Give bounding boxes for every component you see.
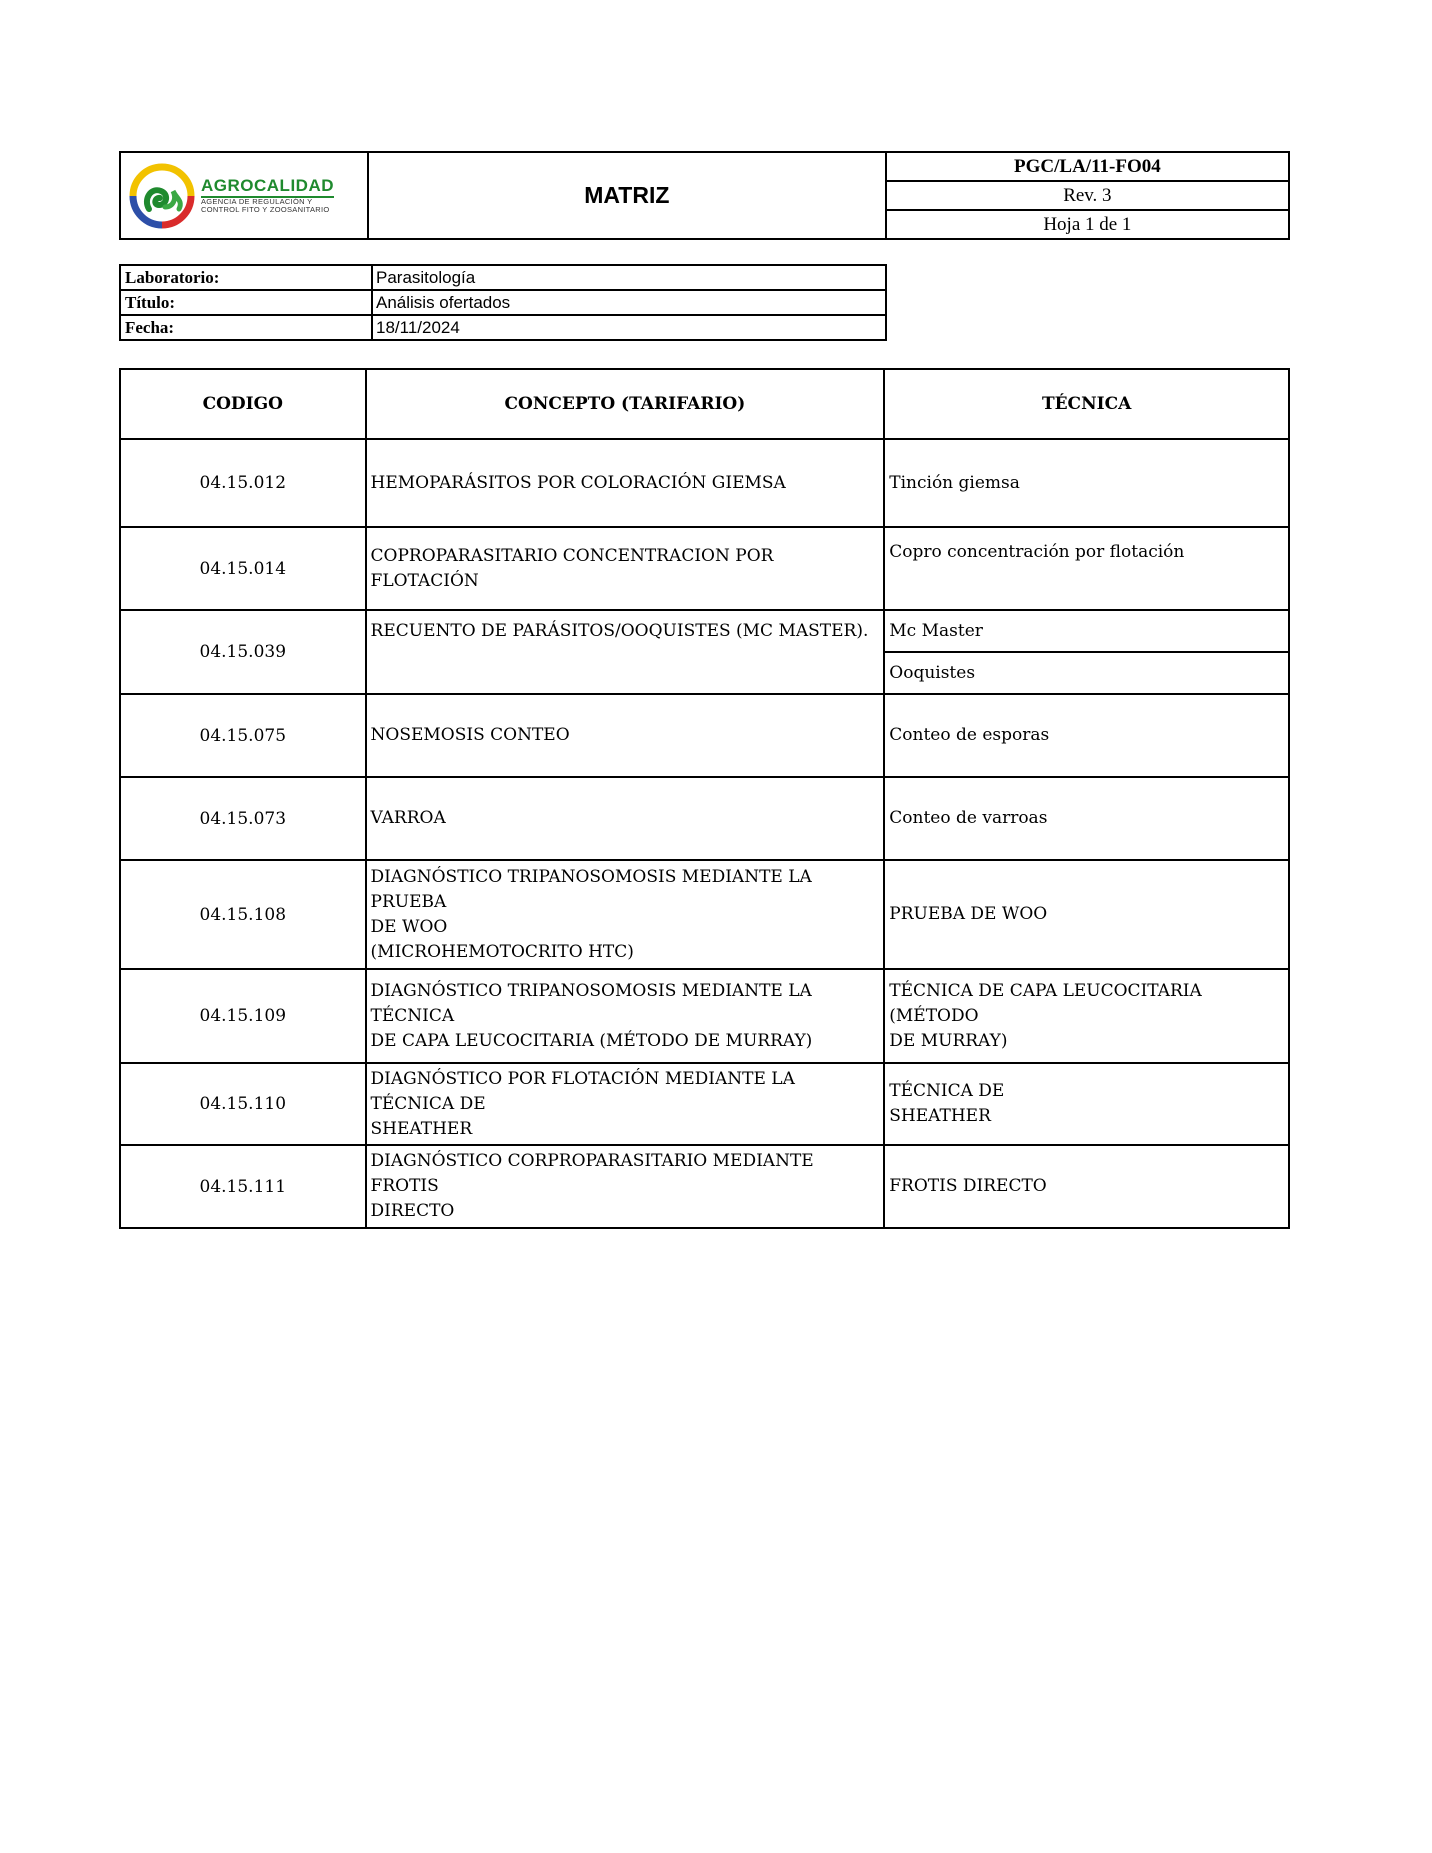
agrocalidad-emblem-icon xyxy=(129,163,195,229)
concept-line: DIAGNÓSTICO POR FLOTACIÓN MEDIANTE LA TÉCNICA DE xyxy=(370,1068,795,1114)
row-technique: Conteo de varroas xyxy=(884,777,1289,860)
row-technique: Tinción giemsa xyxy=(884,439,1289,527)
row-technique-a: Mc Master xyxy=(884,610,1289,652)
info-table xyxy=(119,264,887,341)
row-concept xyxy=(366,1145,885,1228)
column-header-technique: TÉCNICA xyxy=(884,369,1289,439)
table-row xyxy=(120,527,1289,610)
agrocalidad-logo xyxy=(121,153,367,238)
row-technique: Conteo de esporas xyxy=(884,694,1289,777)
document-code: PGC/LA/11-FO04 xyxy=(886,152,1289,181)
row-concept: VARROA xyxy=(366,777,885,860)
row-technique: Copro concentración por flotación xyxy=(884,527,1289,610)
table-row xyxy=(120,1063,1289,1145)
row-code: 04.15.111 xyxy=(120,1145,366,1228)
concept-line: DE WOO xyxy=(370,916,448,937)
table-row xyxy=(120,1145,1289,1228)
table-row xyxy=(120,777,1289,860)
logo-subtitle-line2: CONTROL FITO Y ZOOSANITARIO xyxy=(201,204,330,214)
row-concept xyxy=(366,1063,885,1145)
row-code: 04.15.075 xyxy=(120,694,366,777)
title-value: Análisis ofertados xyxy=(372,290,886,315)
concept-line: DE CAPA LEUCOCITARIA (MÉTODO DE MURRAY) xyxy=(370,1030,813,1051)
row-code: 04.15.108 xyxy=(120,860,366,969)
lab-label: Laboratorio: xyxy=(120,265,372,290)
logo-cell xyxy=(120,152,368,239)
row-technique-b: Ooquistes xyxy=(884,652,1289,694)
row-concept xyxy=(366,969,885,1063)
row-concept: RECUENTO DE PARÁSITOS/OOQUISTES (MC MASTER). xyxy=(366,610,885,694)
date-label: Fecha: xyxy=(120,315,372,340)
title-label: Título: xyxy=(120,290,372,315)
row-code: 04.15.073 xyxy=(120,777,366,860)
lab-value: Parasitología xyxy=(372,265,886,290)
concept-line: (MICROHEMOTOCRITO HTC) xyxy=(370,941,634,962)
table-row xyxy=(120,694,1289,777)
row-concept: NOSEMOSIS CONTEO xyxy=(366,694,885,777)
logo-subtitle-line1: AGENCIA DE REGULACIÓN Y xyxy=(201,197,313,207)
row-code: 04.15.109 xyxy=(120,969,366,1063)
row-concept: COPROPARASITARIO CONCENTRACION POR FLOTACIÓN xyxy=(366,527,885,610)
column-header-code: CODIGO xyxy=(120,369,366,439)
concept-line: DIRECTO xyxy=(370,1201,455,1221)
table-row xyxy=(120,439,1289,527)
technique-line: DE MURRAY) xyxy=(889,1030,1008,1051)
row-technique: FROTIS DIRECTO xyxy=(884,1145,1289,1228)
document-title: MATRIZ xyxy=(368,152,886,239)
technique-line: TÉCNICA DE CAPA LEUCOCITARIA (MÉTODO xyxy=(889,980,1202,1026)
row-technique xyxy=(884,1063,1289,1145)
row-technique xyxy=(884,969,1289,1063)
row-technique: PRUEBA DE WOO xyxy=(884,860,1289,969)
table-header-row xyxy=(120,369,1289,439)
table-row xyxy=(120,610,1289,652)
analysis-table xyxy=(119,368,1290,1229)
date-value: 18/11/2024 xyxy=(372,315,886,340)
row-concept: HEMOPARÁSITOS POR COLORACIÓN GIEMSA xyxy=(366,439,885,527)
technique-line: SHEATHER xyxy=(889,1106,991,1126)
document-revision: Rev. 3 xyxy=(886,181,1289,210)
table-row xyxy=(120,860,1289,969)
concept-line: DIAGNÓSTICO TRIPANOSOMOSIS MEDIANTE LA TÉCNICA xyxy=(370,980,812,1026)
row-code: 04.15.012 xyxy=(120,439,366,527)
table-row xyxy=(120,969,1289,1063)
row-code: 04.15.110 xyxy=(120,1063,366,1145)
technique-line: TÉCNICA DE xyxy=(889,1081,1005,1101)
concept-line: DIAGNÓSTICO CORPROPARASITARIO MEDIANTE FROTIS xyxy=(370,1151,814,1196)
concept-line: DIAGNÓSTICO TRIPANOSOMOSIS MEDIANTE LA PRUEBA xyxy=(370,866,812,912)
logo-name: AGROCALIDAD xyxy=(201,177,334,198)
row-code: 04.15.039 xyxy=(120,610,366,694)
row-code: 04.15.014 xyxy=(120,527,366,610)
column-header-concept: CONCEPTO (TARIFARIO) xyxy=(366,369,885,439)
row-concept xyxy=(366,860,885,969)
concept-line: SHEATHER xyxy=(370,1118,473,1139)
document-header xyxy=(119,151,1290,240)
document-page: Hoja 1 de 1 xyxy=(886,210,1289,239)
